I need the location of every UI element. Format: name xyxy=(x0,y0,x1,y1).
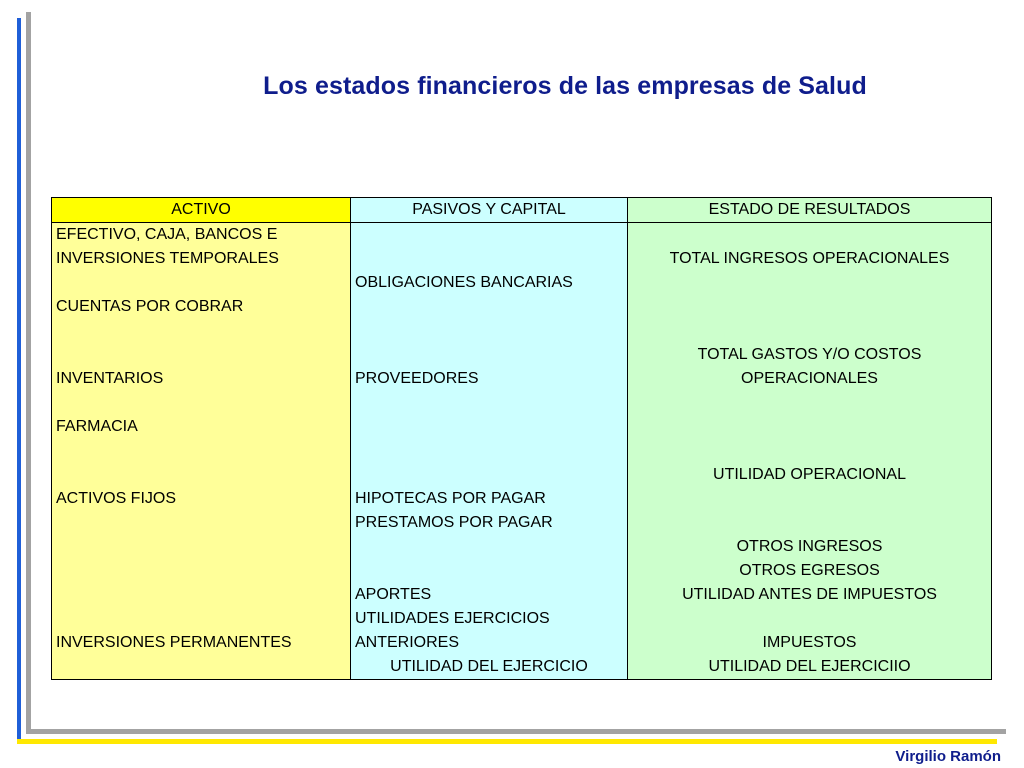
resultados-line xyxy=(628,295,991,319)
activo-line xyxy=(52,271,350,295)
author-credit: Virgilio Ramón xyxy=(895,748,1001,765)
pasivos-line xyxy=(351,391,627,415)
resultados-line xyxy=(628,439,991,463)
pasivos-line xyxy=(351,463,627,487)
activo-line: INVERSIONES PERMANENTES xyxy=(56,634,292,651)
resultados-line xyxy=(628,511,991,535)
resultados-line xyxy=(628,607,991,631)
pasivos-line: APORTES xyxy=(355,586,432,603)
resultados-line: UTILIDAD OPERACIONAL xyxy=(713,466,906,483)
pasivos-line xyxy=(351,295,627,319)
activo-line xyxy=(52,655,350,679)
resultados-line: IMPUESTOS xyxy=(762,634,857,651)
resultados-line: TOTAL GASTOS Y/O COSTOS xyxy=(697,346,922,363)
pasivos-line: HIPOTECAS POR PAGAR xyxy=(355,490,546,507)
resultados-line xyxy=(628,319,991,343)
activo-line xyxy=(52,343,350,367)
header-estado-resultados: ESTADO DE RESULTADOS xyxy=(628,198,992,223)
pasivos-line xyxy=(351,223,627,247)
activo-line: CUENTAS POR COBRAR xyxy=(56,298,244,315)
pasivos-line: PRESTAMOS POR PAGAR xyxy=(355,514,553,531)
pasivos-line xyxy=(351,247,627,271)
resultados-line: UTILIDAD DEL EJERCICIIO xyxy=(708,658,911,675)
bottom-yellow-rule xyxy=(17,739,997,744)
column-estado-resultados xyxy=(628,223,992,680)
resultados-line: OPERACIONALES xyxy=(741,370,878,387)
slide-title: Los estados financieros de las empresas de Salud xyxy=(263,72,867,100)
bottom-gray-rule xyxy=(26,729,1006,734)
pasivos-line xyxy=(351,343,627,367)
resultados-line: OTROS INGRESOS xyxy=(736,538,883,555)
activo-line: INVERSIONES TEMPORALES xyxy=(56,250,279,267)
left-gray-rule xyxy=(26,12,31,734)
pasivos-line: PROVEEDORES xyxy=(355,370,479,387)
pasivos-line xyxy=(351,439,627,463)
pasivos-line xyxy=(351,535,627,559)
column-activo xyxy=(52,223,351,680)
activo-line: EFECTIVO, CAJA, BANCOS E xyxy=(56,226,278,243)
pasivos-line xyxy=(351,559,627,583)
resultados-line: UTILIDAD ANTES DE IMPUESTOS xyxy=(682,586,937,603)
resultados-line xyxy=(628,487,991,511)
activo-line: FARMACIA xyxy=(56,418,138,435)
activo-line xyxy=(52,463,350,487)
pasivos-line: ANTERIORES xyxy=(355,634,460,651)
header-activo: ACTIVO xyxy=(52,198,351,223)
pasivos-line: UTILIDADES EJERCICIOS xyxy=(355,610,550,627)
resultados-line: TOTAL INGRESOS OPERACIONALES xyxy=(669,250,950,267)
activo-line xyxy=(52,607,350,631)
left-blue-rule xyxy=(17,18,21,744)
activo-line: INVENTARIOS xyxy=(56,370,164,387)
activo-line xyxy=(52,439,350,463)
pasivos-line: OBLIGACIONES BANCARIAS xyxy=(355,274,573,291)
pasivos-line: UTILIDAD DEL EJERCICIO xyxy=(390,658,588,675)
financial-statements-table xyxy=(51,197,992,680)
resultados-line xyxy=(628,391,991,415)
activo-line xyxy=(52,319,350,343)
activo-line: ACTIVOS FIJOS xyxy=(56,490,177,507)
activo-line xyxy=(52,511,350,535)
pasivos-line xyxy=(351,319,627,343)
resultados-line xyxy=(628,415,991,439)
body-row xyxy=(52,223,992,680)
header-pasivos-capital: PASIVOS Y CAPITAL xyxy=(351,198,628,223)
resultados-line xyxy=(628,223,991,247)
activo-line xyxy=(52,559,350,583)
header-row xyxy=(52,198,992,223)
pasivos-line xyxy=(351,415,627,439)
resultados-line xyxy=(628,271,991,295)
activo-line xyxy=(52,583,350,607)
activo-line xyxy=(52,391,350,415)
column-pasivos-capital xyxy=(351,223,628,680)
activo-line xyxy=(52,535,350,559)
resultados-line: OTROS EGRESOS xyxy=(739,562,880,579)
